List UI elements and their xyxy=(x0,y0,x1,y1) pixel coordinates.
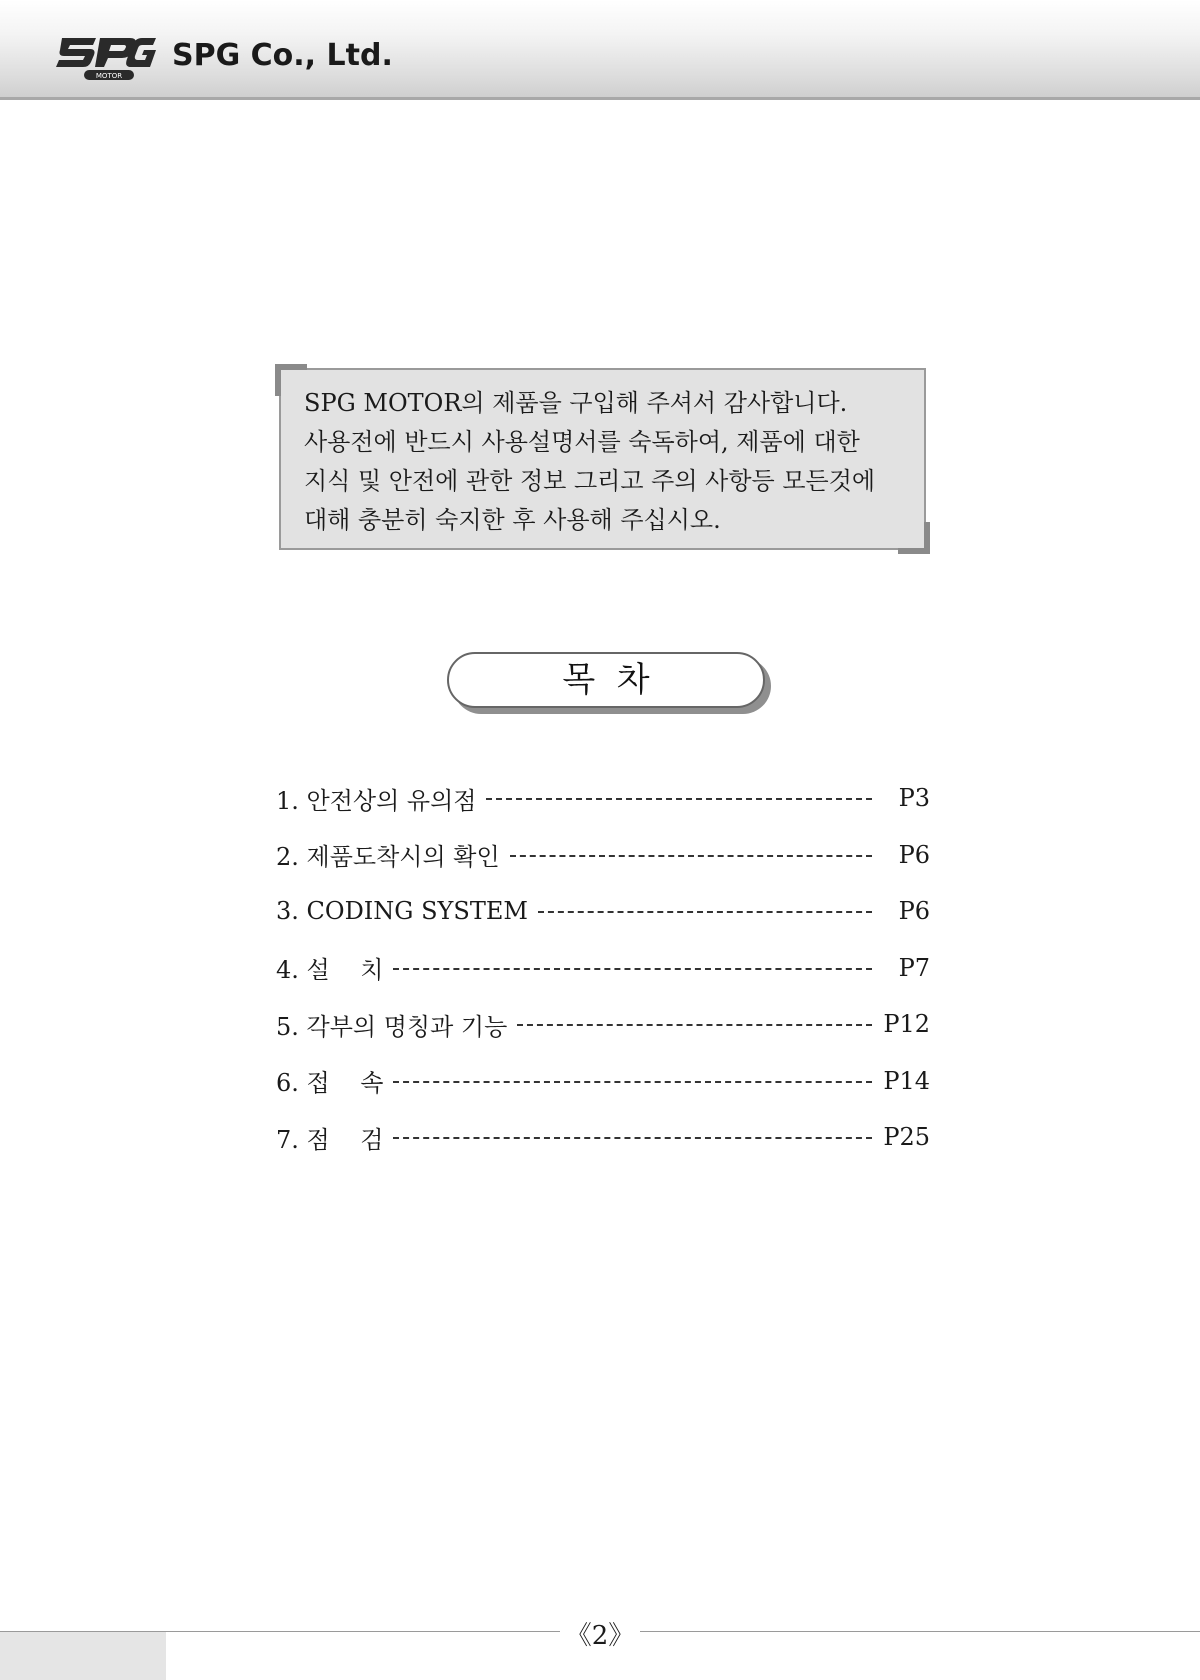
svg-text:MOTOR: MOTOR xyxy=(95,72,123,80)
toc-item-page: P6 xyxy=(898,840,930,869)
toc-item-label: 6. 접 속 xyxy=(276,1069,384,1098)
notice-line: 지식 및 안전에 관한 정보 그리고 주의 사항등 모든것에 xyxy=(304,467,876,495)
notice-text xyxy=(304,384,914,540)
toc-leader-dashes xyxy=(517,1024,872,1026)
toc-item-page: P7 xyxy=(898,953,930,982)
toc-leader-dashes xyxy=(393,1137,872,1139)
toc-item-label: 7. 점 검 xyxy=(276,1125,384,1154)
toc-item-page: P25 xyxy=(883,1123,930,1152)
toc-item[interactable] xyxy=(276,996,930,1053)
toc-item-label: 2. 제품도착시의 확인 xyxy=(276,843,500,872)
toc-leader-dashes xyxy=(510,855,872,857)
footer-rule-right xyxy=(640,1631,1200,1632)
corner-bracket-top-left xyxy=(275,364,307,396)
toc-item[interactable] xyxy=(276,1109,930,1166)
toc-item[interactable] xyxy=(276,883,930,940)
toc-item-label: 5. 각부의 명칭과 기능 xyxy=(276,1012,508,1041)
toc-leader-dashes xyxy=(538,911,872,913)
page-header xyxy=(0,0,1200,100)
toc-item-page: P6 xyxy=(898,897,930,926)
toc-leader-dashes xyxy=(393,968,872,970)
toc-title: 목 차 xyxy=(447,652,765,708)
toc-item-page: P14 xyxy=(883,1066,930,1095)
spg-motor-logo xyxy=(56,34,156,84)
toc-leader-dashes xyxy=(393,1081,872,1083)
toc-item[interactable] xyxy=(276,827,930,884)
toc-leader-dashes xyxy=(486,798,872,800)
notice-line: SPG MOTOR의 제품을 구입해 주셔서 감사합니다. xyxy=(304,389,848,417)
notice-line: 대해 충분히 숙지한 후 사용해 주십시오. xyxy=(304,506,721,534)
table-of-contents xyxy=(276,770,930,1166)
footer-gray-block xyxy=(0,1632,166,1680)
notice-line: 사용전에 반드시 사용설명서를 숙독하여, 제품에 대한 xyxy=(304,428,860,456)
toc-item-label: 4. 설 치 xyxy=(276,956,384,985)
toc-item-page: P3 xyxy=(898,784,930,813)
toc-item[interactable] xyxy=(276,940,930,997)
toc-item-label: 1. 안전상의 유의점 xyxy=(276,786,477,815)
toc-item[interactable] xyxy=(276,1053,930,1110)
page-number: 《2》 xyxy=(565,1621,635,1651)
notice-box xyxy=(279,368,926,550)
toc-item-page: P12 xyxy=(883,1010,930,1039)
toc-title-pill xyxy=(447,652,771,714)
toc-item-label: 3. CODING SYSTEM xyxy=(276,897,528,926)
company-name: SPG Co., Ltd. xyxy=(172,38,393,73)
toc-item[interactable] xyxy=(276,770,930,827)
